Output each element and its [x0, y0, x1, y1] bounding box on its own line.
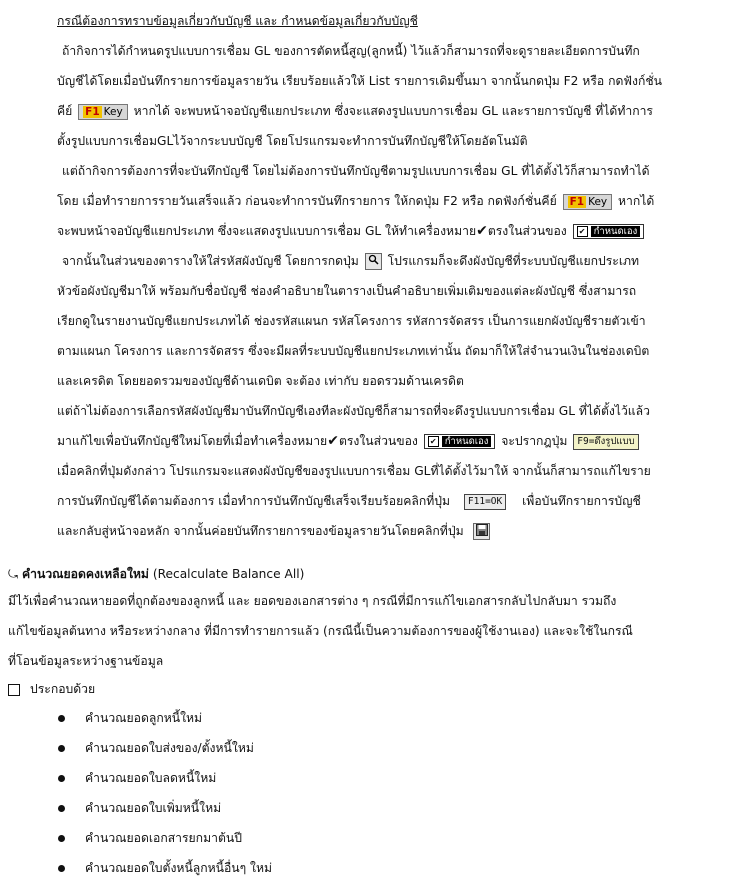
section-heading: กรณีต้องการทราบข้อมูลเกี่ยวกับบัญชี และ กำหนดข้อมูลเกี่ยวกับบัญชี [57, 14, 418, 28]
paragraph-line: และเครดิต โดยยอดรวมของบัญชีด้านเดบิต จะต้อง เท่ากับ ยอดรวมด้านเครดิต [57, 374, 464, 388]
list-item-label: คำนวณยอดเอกสารยกมาต้นปี [85, 831, 242, 845]
key-label: Key [588, 195, 608, 208]
manual-label: กำหนดเอง [442, 436, 492, 447]
paragraph-line: แก้ไขข้อมูลต้นทาง หรือระหว่างกลาง ที่มีการทำรายการแล้ว (กรณีนี้เป็นความต้องการของผู้ใช้งานเอง) และจะใช้ในกรณี [8, 624, 633, 638]
paragraph-line [62, 252, 639, 270]
text: จะปรากฎปุ่ม [501, 434, 568, 448]
check-mark-icon: ✔ [476, 223, 488, 239]
text: หากได้ [618, 194, 655, 208]
checkbox-square-icon [8, 684, 20, 696]
text: คีย์ [57, 104, 73, 118]
manual-label: กำหนดเอง [591, 226, 641, 237]
floppy-disk-icon[interactable] [473, 523, 490, 540]
paragraph-line: เมื่อคลิกที่ปุ่มดังกล่าว โปรแกรมจะแสดงผังบัญชีของรูปแบบการเชื่อม GLที่ได้ตั้งไว้มาให้ จากนั้นก็สามารถแก้ไขราย [57, 464, 651, 478]
paragraph-line: เรียกดูในรายงานบัญชีแยกประเภทได้ ช่องรหัสแผนก รหัสโครงการ รหัสการจัดสรร เป็นการแยกผังบัญชีรายตัวเข้า [57, 314, 646, 328]
text: การบันทึกบัญชีได้ตามต้องการ เมื่อทำการบันทึกบัญชีเสร็จเรียบร้อยคลิกที่ปุ่ม [57, 494, 451, 508]
list-item-label: คำนวณยอดใบส่งของ/ตั้งหนี้ใหม่ [85, 741, 254, 755]
f1-label: F1 [569, 195, 585, 208]
check-mark-icon: ✔ [327, 433, 339, 449]
paragraph-line [57, 492, 641, 510]
text: จะพบหน้าจอบัญชีแยกประเภท ซึ่งจะแสดงรูปแบบการเชื่อม GL ให้ทำเครื่องหมาย [57, 224, 477, 238]
list-item [58, 799, 221, 817]
list-item [58, 829, 242, 847]
list-item-label: คำนวณยอดใบเพิ่มหนี้ใหม่ [85, 801, 222, 815]
paragraph-line: ตามแผนก โครงการ และการจัดสรร ซึ่งจะมีผลที่ระบบบัญชีแยกประเภทเท่านั้น ถัดมาก็ให้ใส่จำนวนเงินในช่องเดบิต [57, 344, 650, 358]
f1-label: F1 [85, 105, 100, 118]
text: โปรแกรมก็จะดึงผังบัญชีที่ระบบบัญชีแยกประเภท [387, 254, 640, 268]
text: ตรงในส่วนของ [338, 434, 418, 448]
consists-label: ประกอบด้วย [30, 682, 96, 696]
list-item [58, 709, 202, 727]
text: โดย เมื่อทำรายการรายวันเสร็จแล้ว ก่อนจะทำการบันทึกรายการ ให้กดปุ่ม F2 หรือ กดฟังก์ชั่นคีย์ [57, 194, 557, 208]
paragraph-line: แต่ถ้าไม่ต้องการเลือกรหัสผังบัญชีมาบันทึกบัญชีเองทีละผังบัญชีก็สามารถที่จะดึงรูปแบบการเชื่อม GL ที่ได้ตั้งไว้แล้ว [57, 404, 650, 418]
section2-heading [8, 565, 304, 583]
checkbox-icon: ✔ [577, 226, 588, 237]
paragraph-line [57, 522, 492, 540]
magnifier-icon [368, 254, 379, 265]
section2-title: คำนวณยอดคงเหลือใหม่ [22, 567, 149, 581]
bullet-icon [58, 775, 65, 782]
paragraph-line: บัญชีได้โดยเมื่อบันทึกรายการข้อมูลรายวัน เรียบร้อยแล้วให้ List รายการเดิมขึ้นมา จากนั้นกดปุ่ม F2 หรือ กดฟังก์ชั่น [57, 74, 662, 88]
text: มาแก้ไขเพื่อบันทึกบัญชีใหม่โดยที่เมื่อทำเครื่องหมาย [57, 434, 328, 448]
bullet-icon [58, 715, 65, 722]
consists-of [8, 680, 95, 698]
paragraph-line [57, 102, 653, 120]
text: หากได้ จะพบหน้าจอบัญชีแยกประเภท ซึ่งจะแสดงรูปแบบการเชื่อม GL และรายการบัญชี ที่ได้ทำการ [133, 104, 653, 118]
f1-key-button[interactable] [78, 104, 128, 120]
f9-pull-template-button[interactable]: F9=ดึงรูปแบบ [573, 434, 638, 450]
f1-key-button[interactable] [563, 194, 613, 210]
bullet-icon [58, 745, 65, 752]
paragraph-line: ถ้ากิจการได้กำหนดรูปแบบการเชื่อม GL ของการตัดหนี้สูญ(ลูกหนี้) ไว้แล้วก็สามารถที่จะดูรายละเอียดการบันทึก [62, 44, 640, 58]
paragraph-line [57, 432, 641, 450]
list-item [58, 769, 216, 787]
paragraph-line: แต่ถ้ากิจการต้องการที่จะบันทึกบัญชี โดยไม่ต้องการบันทึกบัญชีตามรูปแบบการเชื่อม GL ที่ได้ตั้งไว้ก็สามารถทำได้ [62, 164, 650, 178]
lookup-icon[interactable] [365, 253, 382, 270]
recalculate-icon: ⤿ [8, 567, 18, 581]
key-label: Key [103, 105, 123, 118]
checkbox-icon: ✔ [428, 436, 439, 447]
save-icon [476, 524, 488, 536]
bullet-icon [58, 865, 65, 872]
list-item-label: คำนวณยอดใบลดหนี้ใหม่ [85, 771, 217, 785]
paragraph-line: ตั้งรูปแบบการเชื่อมGLไว้จากระบบบัญชี โดยโปรแกรมจะทำการบันทึกบัญชีให้โดยอัตโนมัติ [57, 134, 528, 148]
text: จากนั้นในส่วนของตารางให้ใส่รหัสผังบัญชี โดยการกดปุ่ม [62, 254, 359, 268]
text: ตรงในส่วนของ [487, 224, 567, 238]
manual-checkbox[interactable] [424, 434, 496, 449]
bullet-icon [58, 805, 65, 812]
list-item-label: คำนวณยอดใบตั้งหนี้ลูกหนี้อื่นๆ ใหม่ [85, 861, 273, 875]
f11-ok-button[interactable]: F11=OK [464, 494, 506, 510]
manual-checkbox[interactable] [573, 224, 645, 239]
list-item-label: คำนวณยอดลูกหนี้ใหม่ [85, 711, 203, 725]
text: และกลับสู่หน้าจอหลัก จากนั้นค่อยบันทึกรายการของข้อมูลรายวันโดยคลิกที่ปุ่ม [57, 524, 464, 538]
paragraph-line: หัวข้อผังบัญชีมาให้ พร้อมกับชื่อบัญชี ช่องคำอธิบายในตารางเป็นคำอธิบายเพิ่มเติมของแต่ละผังบัญชี ซึ่งสามารถ [57, 284, 637, 298]
paragraph-line [57, 222, 646, 240]
list-item [58, 859, 272, 877]
paragraph-line: มีไว้เพื่อคำนวณหายอดที่ถูกต้องของลูกหนี้ และ ยอดของเอกสารต่าง ๆ กรณีที่มีการแก้ไขเอกสารกลับไปกลับมา รวมถึง [8, 594, 617, 608]
paragraph-line: ที่โอนข้อมูลระหว่างฐานข้อมูล [8, 654, 164, 668]
text: เพื่อบันทึกรายการบัญชี [522, 494, 641, 508]
list-item [58, 739, 254, 757]
section2-title-en: (Recalculate Balance All) [152, 567, 305, 581]
bullet-icon [58, 835, 65, 842]
paragraph-line [57, 192, 654, 210]
